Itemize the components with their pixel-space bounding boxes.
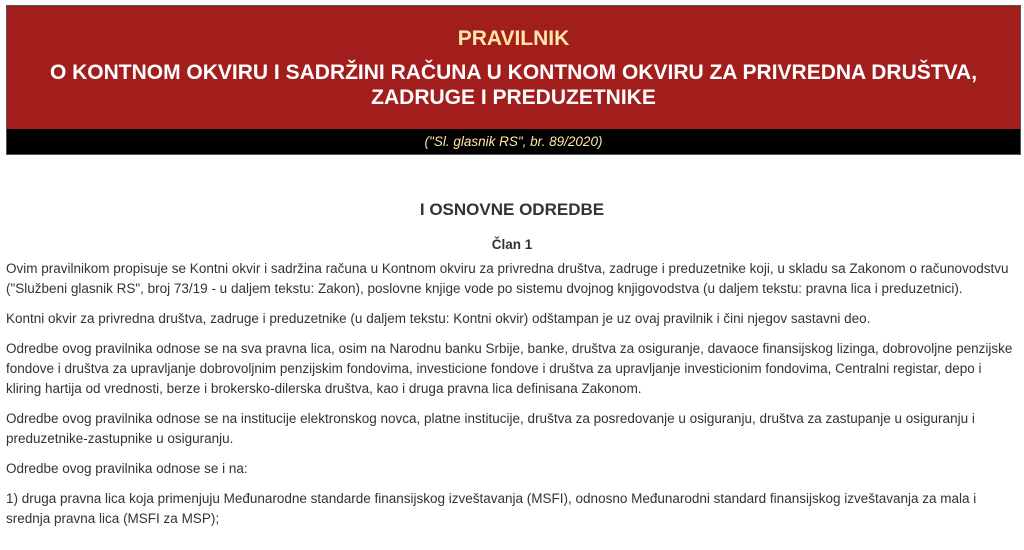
section-title: I OSNOVNE ODREDBE <box>419 200 605 219</box>
paragraph: Odredbe ovog pravilnika odnose se i na: <box>6 461 248 476</box>
document-title: O KONTNOM OKVIRU I SADRŽINI RAČUNA U KONTNOM OKVIRU ZA PRIVREDNA DRUŠTVA, ZADRUGE I PREDUZETNIKE <box>49 61 978 109</box>
document-kind: PRAVILNIK <box>457 27 570 50</box>
article-title: Član 1 <box>491 237 533 252</box>
paragraph: Ovim pravilnikom propisuje se Kontni okvir i sadržina računa u Kontnom okviru za privredna društva, zadruge i preduzetnike koji, u skladu sa Zakonom o računovodstvu ("Službeni glasnik RS", broj 73/19 - u daljem tekstu: Zakon), poslovne knjige vode po sistemu dvojnog knjigovodstva (u daljem tekstu: pravna lica i preduzetnici). <box>6 261 1009 296</box>
paragraph: Odredbe ovog pravilnika odnose se na sva pravna lica, osim na Narodnu banku Srbije, banke, društva za osiguranje, davaoce finansijskog lizinga, dobrovoljne penzijske fondove i društva za upravljanje dobrovoljnim penzijskim fondovima, investicione fondove i društva za upravljanje investicionim fondovima, Centralni registar, depo i kliring hartija od vrednosti, berze i brokersko-dilerska društva, kao i druga pravna lica definisana Zakonom. <box>6 341 1013 396</box>
gazette-reference: ("Sl. glasnik RS", br. 89/2020) <box>7 129 1020 154</box>
list-item: 1) druga pravna lica koja primenjuju Međunarodne standarde finansijskog izveštavanja (MSFI), odnosno Međunarodni standard finansijskog izveštavanja za mala i srednja pravna lica (MSFI za MSP); <box>6 491 977 526</box>
document-body <box>6 196 1018 539</box>
paragraph: Odredbe ovog pravilnika odnose se na institucije elektronskog novca, platne institucije, društva za posredovanje u osiguranju, društva za zastupanje u osiguranju i preduzetnike-zastupnike u osiguranju. <box>6 411 975 446</box>
document-header <box>6 5 1021 155</box>
header-title-block <box>7 6 1020 129</box>
paragraph: Kontni okvir za privredna društva, zadruge i preduzetnike (u daljem tekstu: Kontni okvir) odštampan je uz ovaj pravilnik i čini njegov sastavni deo. <box>6 311 871 326</box>
